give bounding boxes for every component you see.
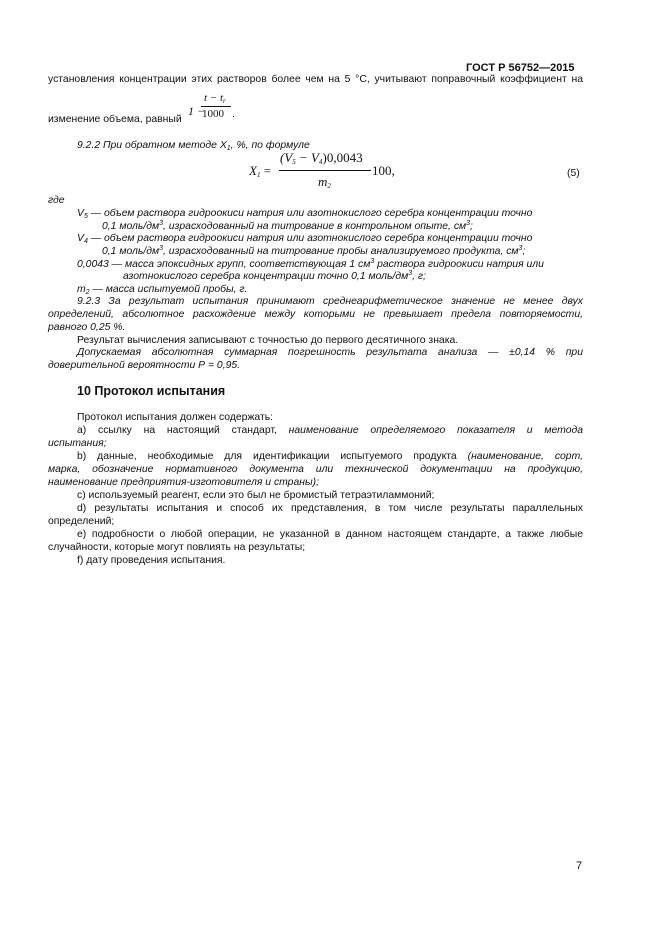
formula-fraction-bar	[279, 170, 371, 171]
where-constant-b: раствора гидроокиси натрия или	[374, 259, 544, 270]
where-v4-cont-b: , израсходованный на титрование пробы анализируемого продукта, см	[163, 246, 519, 257]
formula-num-sub2: 4	[319, 158, 323, 166]
s922-label-sub: 1	[226, 145, 231, 152]
error-line-1: Допускаемая абсолютная суммарная погрешность результата анализа — ±0,14 % при	[77, 347, 583, 358]
item-b-plain: b) данные, необходимые для идентификации испытуемого продукта	[77, 451, 457, 462]
where-v5-cont-c: ;	[470, 221, 473, 232]
where-v4-cont	[102, 245, 525, 258]
coef-numerator-text: t − t	[204, 92, 224, 104]
where-v4-sub: 4	[83, 238, 88, 245]
item-b-line-2: марка, обозначение нормативного документа или технической документации на продукцию,	[48, 464, 583, 475]
item-b-line-3: наименование предприятия-изготовителя и страны);	[48, 477, 319, 488]
intro-line-2-text: изменение объема, равный	[48, 114, 182, 125]
formula-number: (5)	[567, 168, 580, 179]
formula-tail: 100,	[372, 163, 395, 178]
item-e-line-1: е) подробности о любой операции, не указанной в данном настоящем стандарте, а также любые	[77, 529, 583, 540]
where-m2-symbol: m	[77, 284, 86, 295]
s923-line-3: равного 0,25 %.	[48, 322, 126, 333]
coef-one-minus: 1 −	[188, 104, 206, 118]
item-a-line-2: испытания;	[48, 438, 107, 449]
where-v4	[77, 232, 532, 245]
result-precision-line: Результат вычисления записывают с точностью до первого десятичного знака.	[77, 335, 459, 346]
where-v4-cont-a: 0,1 моль/дм	[102, 246, 160, 257]
where-v4-cont-c: ;	[522, 246, 526, 257]
formula-eq: =	[263, 163, 272, 178]
s923-line-1: 9.2.3 За результат испытания принимают среднеарифметическое значение не менее двух	[77, 296, 583, 307]
intro-line-2	[48, 113, 182, 126]
formula-num-open: (V	[280, 150, 293, 165]
coef-fraction-bar	[201, 106, 231, 107]
coef-numerator	[204, 92, 226, 104]
section-10-intro: Протокол испытания должен содержать:	[77, 412, 274, 423]
item-c: с) используемый реагент, если это был не бромистый тетраэтиламмоний;	[77, 490, 435, 501]
item-d-line-1: d) результаты испытания и способ их представления, в том числе результаты параллельных	[77, 503, 583, 514]
item-e-line-2: случайности, которые могут повлиять на результаты;	[48, 542, 306, 553]
where-v5-cont-sup: 3	[159, 220, 163, 227]
formula-lhs	[249, 163, 271, 179]
section-10-heading: 10 Протокол испытания	[77, 384, 226, 398]
where-v4-text: — объем раствора гидроокиси натрия или азотнокислого серебра концентрации точно	[87, 233, 533, 244]
where-v4-symbol: V	[77, 233, 84, 244]
formula-den-symbol: m	[318, 174, 328, 189]
where-v5-cont-b: , израсходованный на титрование в контрольном опыте, см	[163, 221, 467, 232]
where-v4-cont-sup: 3	[159, 245, 163, 252]
item-a-plain: а) ссылку на настоящий стандарт,	[77, 425, 277, 436]
where-v5-text: — объем раствора гидроокиси натрия или азотнокислого серебра концентрации точно	[87, 208, 533, 219]
where-constant-cont	[123, 270, 426, 283]
coef-end: .	[232, 109, 235, 120]
document-header-standard: ГОСТ Р 56752—2015	[466, 62, 575, 74]
formula-lhs-symbol: X	[249, 163, 257, 178]
where-constant-cont-b: , г;	[412, 271, 426, 282]
formula-num-mid: − V	[295, 150, 319, 165]
coef-numerator-sub: r	[223, 97, 226, 105]
where-v5-symbol: V	[77, 208, 84, 219]
where-m2-sub: 2	[85, 289, 90, 296]
s923-line-2: определений, абсолютное расхождение между которыми не превышает предела повторяемости,	[48, 309, 583, 320]
item-b-italic: (наименование, сорт,	[467, 451, 584, 462]
where-m2-text: — масса испытуемой пробы, г.	[89, 284, 248, 295]
where-constant-a: 0,0043 — масса эпоксидных групп, соответствующая 1 см	[77, 259, 371, 270]
where-constant-cont-sup: 3	[408, 270, 413, 277]
where-v5-cont-sup2: 3	[466, 220, 471, 227]
where-v4-cont-sup2: 3	[518, 245, 523, 252]
item-a-italic: наименование определяемого показателя и метода	[288, 425, 583, 436]
s922-label-rest: , %, по формуле	[230, 140, 310, 151]
formula-denominator	[318, 174, 331, 190]
formula-den-sub: 2	[327, 182, 331, 190]
where-v5	[77, 207, 532, 220]
item-d-line-2: определений;	[48, 516, 115, 527]
where-v5-cont-a: 0,1 моль/дм	[102, 221, 160, 232]
where-v5-sub: 5	[83, 213, 88, 220]
s922-label	[77, 139, 310, 152]
where-constant-cont-a: азотнокислого серебра концентрации точно 0,1 моль/дм	[123, 271, 409, 282]
formula-lhs-sub: 1	[256, 171, 261, 179]
page-number: 7	[576, 860, 583, 872]
item-f: f) дату проведения испытания.	[77, 555, 226, 566]
coef-denominator: 1000	[202, 108, 224, 120]
formula-num-end: )0,0043	[322, 150, 363, 165]
error-line-2: доверительной вероятности Р = 0,95.	[48, 360, 241, 371]
intro-line-1: установления концентрации этих растворов более чем на 5 °С, учитывают поправочный коэффициент на	[48, 74, 583, 85]
s922-label-text: 9.2.2 При обратном методе X	[77, 140, 227, 151]
item-b-line-1	[77, 450, 583, 463]
where-label: где	[48, 195, 65, 206]
formula-num-sub1: 5	[292, 158, 296, 166]
item-a-line-1	[77, 424, 583, 437]
formula-numerator	[280, 150, 363, 166]
where-constant-sup: 3	[370, 258, 375, 265]
